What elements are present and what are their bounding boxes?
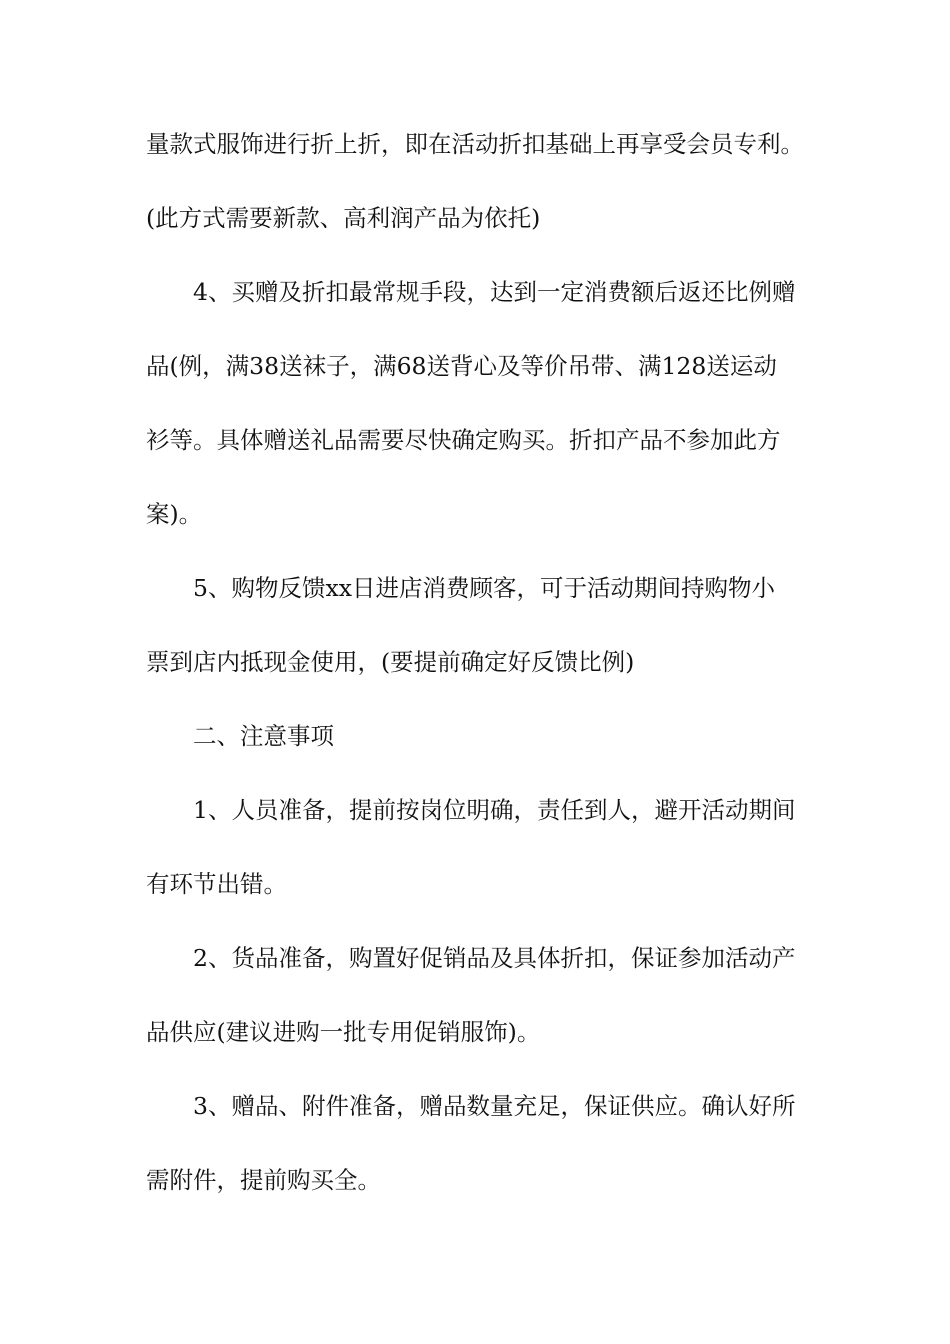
note-3-line-1: 3、赠品、附件准备，赠品数量充足，保证供应。确认好所	[193, 1092, 796, 1120]
note-3-line-2: 需附件，提前购买全。	[146, 1166, 381, 1194]
section-heading: 二、注意事项	[193, 722, 334, 750]
note-1-line-1: 1、人员准备，提前按岗位明确，责任到人，避开活动期间	[193, 796, 796, 824]
text-line-1: 量款式服饰进行折上折，即在活动折扣基础上再享受会员专利。	[146, 130, 804, 158]
item-4-line-2: 品(例，满38送袜子，满68送背心及等价吊带、满128送运动	[146, 352, 777, 380]
note-1-line-2: 有环节出错。	[146, 870, 287, 898]
item-4-line-3: 衫等。具体赠送礼品需要尽快确定购买。折扣产品不参加此方	[146, 426, 781, 454]
document-body	[146, 132, 826, 1242]
note-2-line-1: 2、货品准备，购置好促销品及具体折扣，保证参加活动产	[193, 944, 796, 972]
note-2-line-2: 品供应(建议进购一批专用促销服饰)。	[146, 1018, 541, 1046]
item-5-line-1: 5、购物反馈xx日进店消费顾客，可于活动期间持购物小	[193, 574, 775, 602]
item-4-line-1: 4、买赠及折扣最常规手段，达到一定消费额后返还比例赠	[193, 278, 796, 306]
item-5-line-2: 票到店内抵现金使用，(要提前确定好反馈比例)	[146, 648, 635, 676]
text-line-2: (此方式需要新款、高利润产品为依托)	[146, 204, 541, 232]
item-4-line-4: 案)。	[146, 500, 203, 528]
